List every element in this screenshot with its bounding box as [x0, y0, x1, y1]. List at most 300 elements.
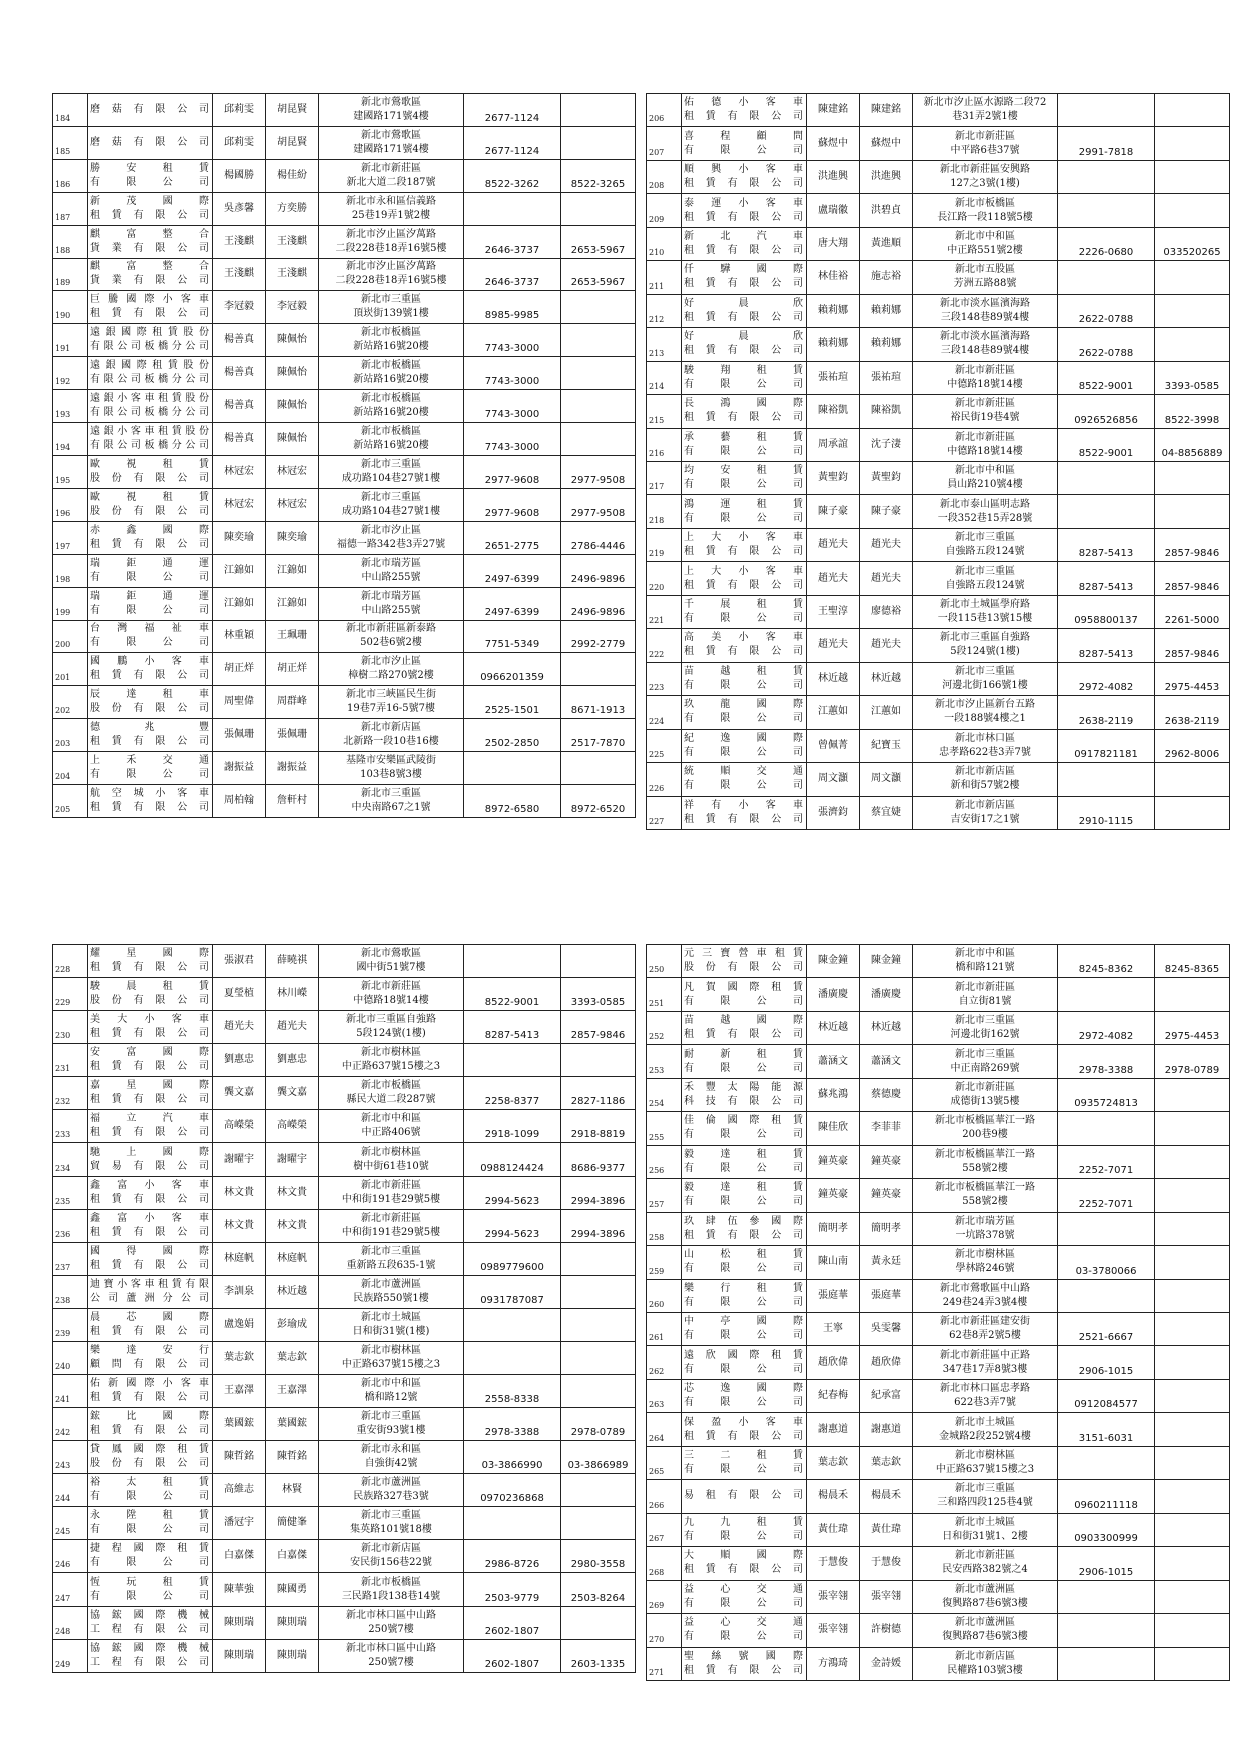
table-row [647, 1145, 1230, 1178]
address [913, 1312, 1058, 1345]
responsible-person: 趙欣偉 [807, 1346, 860, 1379]
company-line: 租賃有限公司 [684, 579, 804, 591]
address [319, 1242, 464, 1275]
company-line: 租賃有限公司 [90, 209, 210, 221]
phone-secondary [561, 1275, 636, 1308]
contact-person: 楊佳紛 [266, 159, 319, 192]
address-line: 新北市板橋區華江一路 [935, 1148, 1035, 1160]
address-line: 長江路一段118號5樓 [937, 211, 1033, 223]
company-line: 股份有限公司 [90, 1458, 210, 1470]
phone-primary: 2677-1124 [464, 126, 561, 159]
row-number: 255 [647, 1112, 682, 1145]
responsible-person: 夏瑩植 [213, 978, 266, 1011]
row-number: 184 [53, 94, 88, 127]
responsible-person: 胡正烊 [213, 653, 266, 686]
address-line: 金城路2段252號4樓 [939, 1430, 1031, 1442]
responsible-person: 曾佩菁 [807, 729, 860, 762]
company-line: 統順交通 [684, 766, 804, 778]
table-row [647, 528, 1230, 561]
company-line: 租賃有限公司 [90, 538, 210, 550]
phone-primary: 2978-3388 [464, 1408, 561, 1441]
address-line: 新北市新莊區安興路 [940, 164, 1030, 176]
responsible-person: 蘇煜中 [807, 127, 860, 160]
address-line: 新北市中和區 [955, 948, 1015, 960]
phone-primary: 2622-0788 [1058, 294, 1155, 327]
responsible-person: 鐘英豪 [807, 1179, 860, 1212]
contact-person: 簡健峯 [266, 1507, 319, 1540]
company-line: 凡賀國際租賃 [684, 981, 804, 993]
table-row [53, 1573, 636, 1606]
row-number: 228 [53, 945, 88, 978]
company-name [682, 1547, 807, 1580]
responsible-person: 周柏翰 [213, 785, 266, 818]
company-line: 租賃有限公司 [90, 308, 210, 320]
contact-person: 劉惠忠 [266, 1044, 319, 1077]
phone-primary: 7743-3000 [464, 357, 561, 390]
row-number: 245 [53, 1507, 88, 1540]
address-line: 新北市樹林區 [361, 1047, 421, 1059]
company-line: 永陞租賃 [90, 1510, 210, 1522]
row-number: 189 [53, 258, 88, 291]
phone-secondary: 8522-3998 [1155, 395, 1230, 428]
address-line: 新北市新店區 [955, 766, 1015, 778]
address [319, 159, 464, 192]
responsible-person: 邱莉雯 [213, 94, 266, 127]
company-name [88, 653, 213, 686]
company-line: 聖絲號國際 [684, 1650, 804, 1662]
table-row [53, 752, 636, 785]
address [913, 729, 1058, 762]
phone-secondary: 2977-9508 [561, 455, 636, 488]
table-row [53, 1143, 636, 1176]
phone-secondary [561, 1044, 636, 1077]
address-line: 新北市淡水區濱海路 [940, 297, 1030, 309]
address-line: 新北市新店區 [361, 722, 421, 734]
address-line: 新北市三重區 [955, 565, 1015, 577]
phone-primary: 0958800137 [1058, 595, 1155, 628]
company-name [682, 796, 807, 829]
phone-secondary: 8686-9377 [561, 1143, 636, 1176]
company-line: 租賃有限公司 [684, 178, 804, 190]
contact-person: 趙光夫 [266, 1011, 319, 1044]
company-line: 祥有小客車 [684, 799, 804, 811]
company-line: 股份有限公司 [90, 995, 210, 1007]
responsible-person: 陳則瑞 [213, 1639, 266, 1672]
responsible-person: 潘廣慶 [807, 978, 860, 1011]
responsible-person: 李冠毅 [213, 291, 266, 324]
row-number: 191 [53, 324, 88, 357]
company-line: 有限公司板橋分公司 [90, 440, 210, 452]
address-line: 新北市中和區 [361, 1113, 421, 1125]
company-line: 國鵬小客車 [90, 656, 210, 668]
company-line: 租賃有限公司 [90, 1193, 210, 1205]
company-line: 麒富整合 [90, 228, 210, 240]
row-number: 193 [53, 390, 88, 423]
row-number: 196 [53, 488, 88, 521]
address [913, 1112, 1058, 1145]
phone-secondary [561, 752, 636, 785]
address-line: 忠孝路622巷3弄7號 [939, 746, 1031, 758]
address-line: 復興路87巷6號3樓 [942, 1631, 1028, 1643]
company-line: 租賃有限公司 [684, 646, 804, 658]
company-line: 有限公司 [684, 378, 804, 390]
responsible-person: 林文貴 [213, 1209, 266, 1242]
address-line: 347巷17弄8號3樓 [942, 1363, 1028, 1375]
row-number: 263 [647, 1379, 682, 1412]
company-line: 玖龍國際 [684, 699, 804, 711]
address-line: 新北市三重區 [361, 458, 421, 470]
phone-primary: 8522-9001 [464, 978, 561, 1011]
company-line: 遠銀國際租賃股份 [90, 360, 210, 372]
company-name [682, 729, 807, 762]
phone-secondary [561, 1474, 636, 1507]
company-line: 赤鑫國際 [90, 524, 210, 536]
company-name [88, 1077, 213, 1110]
phone-secondary: 2980-3558 [561, 1540, 636, 1573]
address [319, 1540, 464, 1573]
responsible-person: 唐大翔 [807, 227, 860, 260]
responsible-person: 葉國鋐 [213, 1408, 266, 1441]
row-number: 242 [53, 1408, 88, 1441]
address-line: 新北市板橋區華江一路 [935, 1115, 1035, 1127]
phone-secondary [1155, 1580, 1230, 1613]
responsible-person: 楊晨禾 [807, 1480, 860, 1513]
address-line: 集英路101號18樓 [350, 1524, 432, 1536]
table-row [53, 1639, 636, 1672]
address [319, 1408, 464, 1441]
responsible-person: 賴莉娜 [807, 328, 860, 361]
contact-person: 李菲菲 [860, 1112, 913, 1145]
address-line: 新北市中和區 [955, 231, 1015, 243]
address-line: 新北市新莊區 [955, 364, 1015, 376]
address-line: 二段228巷18弄16號5樓 [335, 275, 447, 287]
phone-primary: 2503-9779 [464, 1573, 561, 1606]
phone-primary: 8287-5413 [1058, 629, 1155, 662]
row-number: 238 [53, 1275, 88, 1308]
contact-person: 王淺麒 [266, 225, 319, 258]
row-number: 201 [53, 653, 88, 686]
company-line: 有限公司 [90, 1590, 210, 1602]
address-line: 新北市鶯歌區中山路 [940, 1282, 1030, 1294]
address-line: 新北市新莊區 [955, 398, 1015, 410]
table-row [647, 1413, 1230, 1446]
contact-person: 黃永廷 [860, 1246, 913, 1279]
table-row [53, 192, 636, 225]
contact-person: 周文灝 [860, 763, 913, 796]
address [319, 126, 464, 159]
contact-person: 林近越 [860, 662, 913, 695]
table-row [53, 1474, 636, 1507]
contact-person: 王淺麒 [266, 258, 319, 291]
contact-person: 張宰翎 [860, 1580, 913, 1613]
company-line: 有限公司 [90, 571, 210, 583]
address [913, 1078, 1058, 1111]
table-row [647, 428, 1230, 461]
phone-primary: 0970236868 [464, 1474, 561, 1507]
table-row [647, 194, 1230, 227]
company-line: 有限公司 [684, 746, 804, 758]
phone-secondary [1155, 160, 1230, 193]
company-name [682, 1647, 807, 1680]
company-line: 千展租賃 [684, 599, 804, 611]
responsible-person: 趙光夫 [807, 528, 860, 561]
responsible-person: 李訓泉 [213, 1275, 266, 1308]
responsible-person: 盧逸娟 [213, 1308, 266, 1341]
address-line: 新北市板橋區 [361, 1080, 421, 1092]
row-number: 250 [647, 945, 682, 978]
table-row [647, 1179, 1230, 1212]
company-line: 捷程國際租賃 [90, 1543, 210, 1555]
row-number: 257 [647, 1179, 682, 1212]
address [319, 1507, 464, 1540]
address-line: 重安街93號1樓 [356, 1425, 426, 1437]
contact-person: 黃進順 [860, 227, 913, 260]
company-line: 順興小客車 [684, 164, 804, 176]
address [913, 1279, 1058, 1312]
contact-person: 龔文嘉 [266, 1077, 319, 1110]
phone-primary [1058, 461, 1155, 494]
company-line: 貿易有限公司 [90, 1160, 210, 1172]
company-name [682, 94, 807, 127]
phone-primary: 8245-8362 [1058, 945, 1155, 978]
phone-primary: 2646-3737 [464, 258, 561, 291]
row-number: 200 [53, 620, 88, 653]
company-line: 巨騰國際小客車 [90, 294, 210, 306]
responsible-person: 方鴻琦 [807, 1647, 860, 1680]
responsible-person: 陳哲銘 [213, 1441, 266, 1474]
responsible-person: 王嘉澤 [213, 1375, 266, 1408]
phone-primary: 2906-1015 [1058, 1346, 1155, 1379]
table-row [53, 1011, 636, 1044]
company-line: 有限公司 [684, 1363, 804, 1375]
address-line: 新北市三重區 [361, 294, 421, 306]
company-name [682, 1279, 807, 1312]
row-number: 206 [647, 94, 682, 127]
phone-primary: 2977-9608 [464, 488, 561, 521]
address-line: 中和街191巷29號5樓 [341, 1226, 441, 1238]
responsible-person: 白嘉傑 [213, 1540, 266, 1573]
address-line: 河邊北街162號 [950, 1029, 1020, 1041]
table-row [647, 662, 1230, 695]
company-line: 駿翔租賃 [684, 364, 804, 376]
contact-person: 陳奕瑜 [266, 521, 319, 554]
company-line: 有限公司 [684, 512, 804, 524]
contact-person: 趙光夫 [860, 629, 913, 662]
phone-secondary: 2994-3896 [561, 1209, 636, 1242]
address-line: 新北市三重區 [361, 1411, 421, 1423]
table-row [53, 1441, 636, 1474]
company-name [682, 1346, 807, 1379]
phone-secondary [1155, 1212, 1230, 1245]
address-line: 新北市新店區 [955, 799, 1015, 811]
contact-person: 江錦如 [266, 587, 319, 620]
company-name [682, 1179, 807, 1212]
table-row [53, 1110, 636, 1143]
responsible-person: 劉惠忠 [213, 1044, 266, 1077]
responsible-person: 龔文嘉 [213, 1077, 266, 1110]
company-line: 喜程顧問 [684, 130, 804, 142]
table-row [53, 521, 636, 554]
responsible-person: 林冠宏 [213, 455, 266, 488]
address-line: 新北市蘆洲區 [361, 1278, 421, 1290]
address-line: 5段124號(1樓) [356, 1028, 426, 1040]
address-line: 250號7樓 [368, 1656, 414, 1668]
address [319, 1077, 464, 1110]
company-line: 租賃有限公司 [90, 962, 210, 974]
contact-person: 陳佩怡 [266, 324, 319, 357]
contact-person: 周群峰 [266, 686, 319, 719]
responsible-person: 陳裕凱 [807, 395, 860, 428]
row-number: 190 [53, 291, 88, 324]
company-line: 晨芯國際 [90, 1311, 210, 1323]
address-line: 河邊北街166號1樓 [942, 679, 1028, 691]
contact-person: 林文貴 [266, 1209, 319, 1242]
address-line: 自強街42號 [364, 1458, 418, 1470]
row-number: 240 [53, 1341, 88, 1374]
company-line: 租賃有限公司 [684, 278, 804, 290]
address [913, 1480, 1058, 1513]
responsible-person: 邱莉雯 [213, 126, 266, 159]
phone-secondary: 2994-3896 [561, 1176, 636, 1209]
address-line: 新北市新莊區 [955, 130, 1015, 142]
company-line: 好晨欣 [684, 297, 804, 309]
company-line: 租賃有限公司 [684, 111, 804, 123]
phone-primary: 2497-6399 [464, 587, 561, 620]
row-number: 266 [647, 1480, 682, 1513]
company-name [682, 428, 807, 461]
company-line: 樂行租賃 [684, 1282, 804, 1294]
phone-primary: 2977-9608 [464, 455, 561, 488]
company-line: 工程有限公司 [90, 1656, 210, 1668]
address-line: 一段352巷15弄28號 [937, 512, 1033, 524]
phone-secondary: 8671-1913 [561, 686, 636, 719]
company-name [88, 1110, 213, 1143]
contact-person: 蕭涵文 [860, 1045, 913, 1078]
company-name [88, 1275, 213, 1308]
address-line: 芳洲五路88號 [953, 278, 1017, 290]
table-row [647, 1078, 1230, 1111]
phone-secondary: 2786-4446 [561, 521, 636, 554]
phone-primary: 0912084577 [1058, 1379, 1155, 1412]
contact-person: 蔡宜婕 [860, 796, 913, 829]
company-line: 租賃有限公司 [684, 245, 804, 257]
phone-primary: 2991-7818 [1058, 127, 1155, 160]
phone-secondary [1155, 461, 1230, 494]
company-line: 租賃有限公司 [684, 1664, 804, 1676]
address [319, 752, 464, 785]
table-row [53, 1176, 636, 1209]
company-line: 有限公司 [684, 1196, 804, 1208]
row-number: 260 [647, 1279, 682, 1312]
company-name [682, 629, 807, 662]
registry-table-panel [646, 93, 1223, 830]
address-line: 新北市板橋區 [361, 360, 421, 372]
company-line: 歐視租賃 [90, 491, 210, 503]
row-number: 243 [53, 1441, 88, 1474]
address-line: 中正路637號15樓之3 [935, 1464, 1035, 1476]
registry-table [646, 944, 1230, 1681]
row-number: 185 [53, 126, 88, 159]
responsible-person: 葉志欽 [213, 1341, 266, 1374]
address-line: 新北市三重區 [955, 1483, 1015, 1495]
company-name [88, 554, 213, 587]
contact-person: 陳則瑞 [266, 1639, 319, 1672]
row-number: 210 [647, 227, 682, 260]
address-line: 新北市板橋區 [361, 327, 421, 339]
company-line: 新北汽車 [684, 231, 804, 243]
responsible-person: 林近越 [807, 1011, 860, 1044]
phone-secondary [1155, 763, 1230, 796]
company-line: 有限公司 [684, 1397, 804, 1409]
address-line: 250號7樓 [368, 1623, 414, 1635]
phone-primary: 8522-3262 [464, 159, 561, 192]
row-number: 271 [647, 1647, 682, 1680]
company-line: 佑德小客車 [684, 97, 804, 109]
responsible-person: 林重穎 [213, 620, 266, 653]
table-row [647, 1011, 1230, 1044]
address-line: 新北市三重區 [361, 491, 421, 503]
address-line: 新北市新莊區 [955, 431, 1015, 443]
company-name [682, 595, 807, 628]
table-row [53, 1209, 636, 1242]
responsible-person: 周聖偉 [213, 686, 266, 719]
company-name [88, 1441, 213, 1474]
address [319, 1375, 464, 1408]
address [913, 94, 1058, 127]
company-line: 有限公司 [90, 1557, 210, 1569]
contact-person: 白嘉傑 [266, 1540, 319, 1573]
address-line: 安民街156巷22號 [350, 1557, 432, 1569]
responsible-person: 林文貴 [213, 1176, 266, 1209]
phone-primary [464, 1341, 561, 1374]
address [319, 1639, 464, 1672]
table-row [647, 1212, 1230, 1245]
address-line: 127之3號(1樓) [950, 178, 1020, 190]
contact-person: 葉國鋐 [266, 1408, 319, 1441]
phone-secondary: 3393-0585 [561, 978, 636, 1011]
contact-person: 趙欣偉 [860, 1346, 913, 1379]
address-line: 新北市三重區 [361, 788, 421, 800]
phone-primary: 8287-5413 [1058, 562, 1155, 595]
address [913, 361, 1058, 394]
contact-person: 林川嶸 [266, 978, 319, 1011]
phone-secondary [1155, 1112, 1230, 1145]
company-line: 有限公司 [684, 613, 804, 625]
responsible-person: 江錦如 [213, 554, 266, 587]
company-name [682, 1379, 807, 1412]
responsible-person: 陳則瑞 [213, 1606, 266, 1639]
table-row [647, 461, 1230, 494]
address [319, 945, 464, 978]
address [913, 428, 1058, 461]
responsible-person: 鐘英豪 [807, 1145, 860, 1178]
address-line: 新北市汐止區汐萬路 [346, 228, 436, 240]
phone-primary [1058, 1279, 1155, 1312]
company-line: 有限公司 [684, 1162, 804, 1174]
address-line: 重新路五段635-1號 [346, 1259, 436, 1271]
company-line: 苗越國際 [684, 1015, 804, 1027]
phone-primary: 2525-1501 [464, 686, 561, 719]
address [913, 261, 1058, 294]
company-name [682, 763, 807, 796]
company-name [682, 1212, 807, 1245]
company-line: 有限公司 [684, 1129, 804, 1141]
company-name [88, 1011, 213, 1044]
address-line: 樟樹二路270號2樓 [348, 670, 434, 682]
responsible-person: 謝惠道 [807, 1413, 860, 1446]
company-name [88, 1507, 213, 1540]
address-line: 200巷9樓 [962, 1129, 1008, 1141]
